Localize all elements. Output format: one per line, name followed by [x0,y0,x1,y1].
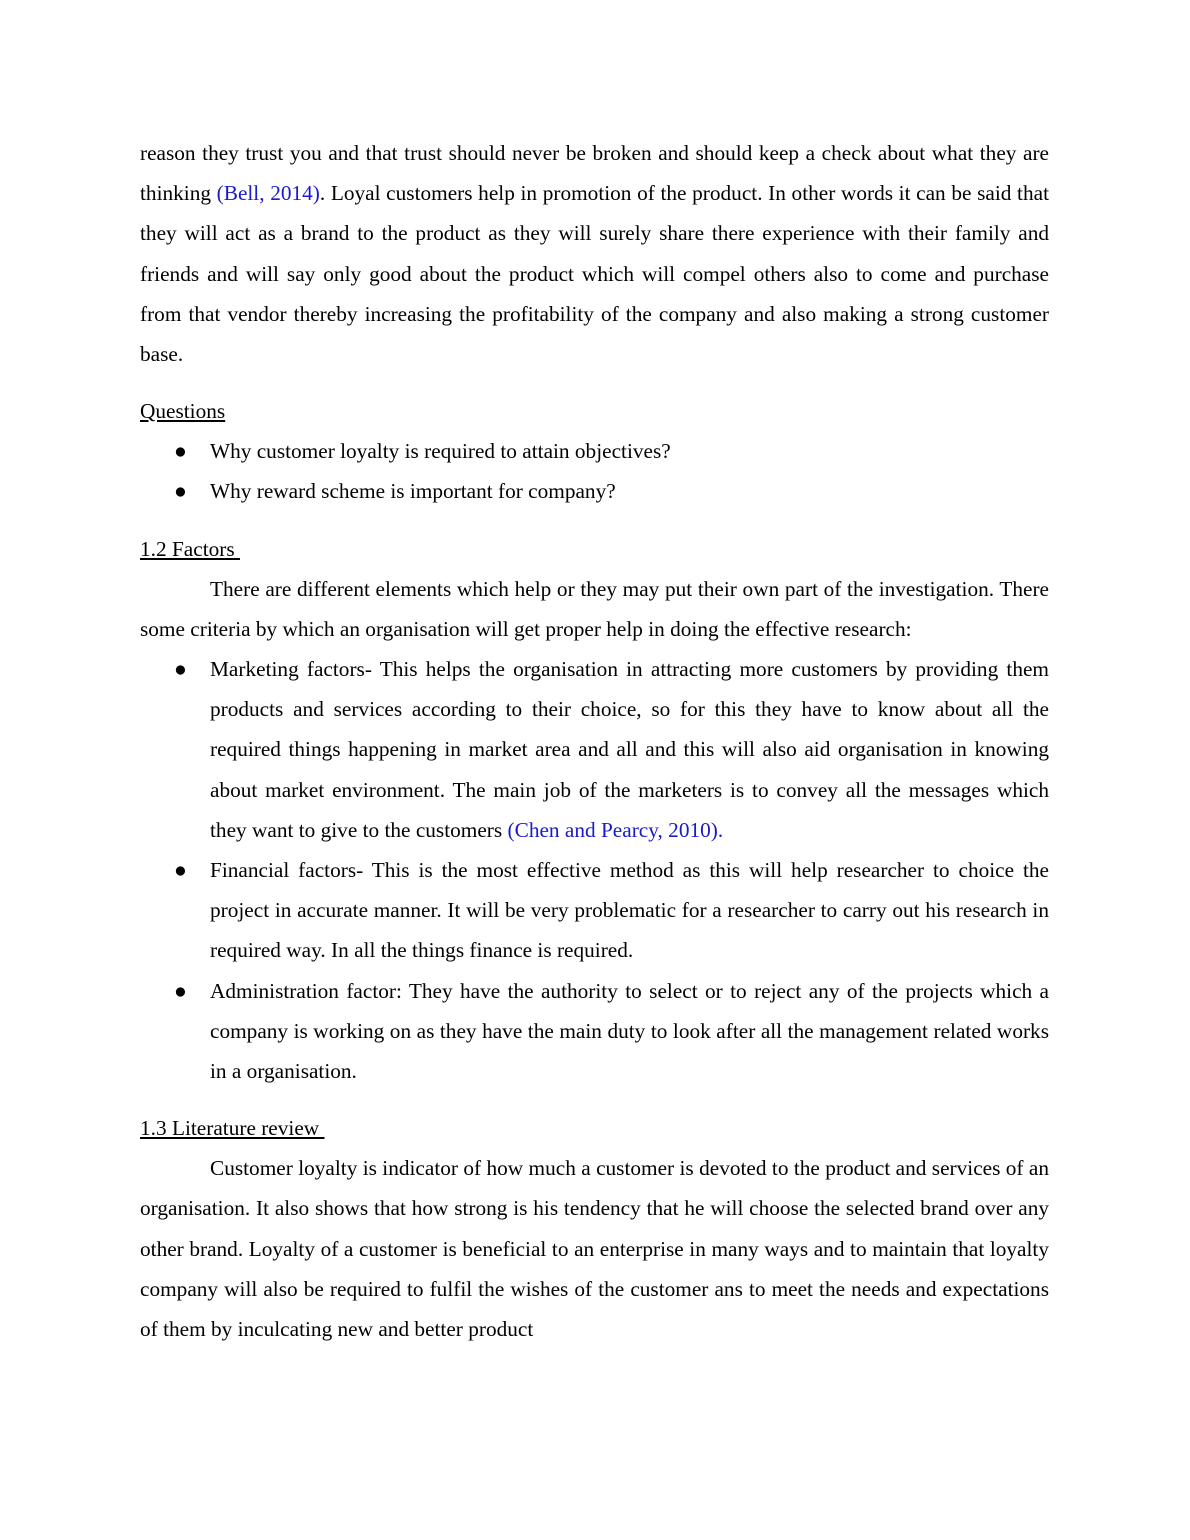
questions-list [140,431,1049,511]
literature-paragraph: Customer loyalty is indicator of how much a customer is devoted to the product and services of an organisation. It also shows that how strong is his tendency that he will choose the selected brand over any other brand. Loyalty of a customer is beneficial to an enterprise in many ways and to maintain that loyalty company will also be required to fulfil the wishes of the customer ans to meet the needs and expectations of them by inculcating new and better product [140,1156,1049,1342]
question-text: Why customer loyalty is required to attain objectives? [210,439,671,464]
factors-list [140,649,1049,1091]
bullet-icon: ● [174,479,187,504]
bullet-icon: ● [174,858,187,883]
factor-text: Administration factor: They have the authority to select or to reject any of the projects which a company is working on as they have the main duty to look after all the management related works in a organisation. [210,978,1049,1084]
question-item [174,431,1049,471]
intro-text-part1: reason they trust you and that trust should never be broken and should keep a check about what they are thinking [140,141,1049,206]
intro-paragraph [140,133,1049,374]
factor-item-administration [174,971,1049,1092]
intro-citation: (Bell, 2014) [216,181,320,206]
bullet-icon: ● [174,439,187,464]
factor-text: Marketing factors- This helps the organisation in attracting more customers by providing them products and services according to their choice, so for this they have to know about all the required things happening in market area and all and this will also aid organisation in knowing about market environment. The main job of the marketers is to convey all the messages which they want to give to the customers [210,657,1049,842]
factors-heading: 1.2 Factors [140,536,240,561]
questions-heading: Questions [140,399,226,424]
bullet-icon: ● [174,978,187,1003]
factors-intro-paragraph: There are different elements which help or they may put their own part of the investigation. There some criteria by which an organisation will get proper help in doing the effective research: [140,576,1049,641]
intro-text-part2: . Loyal customers help in promotion of the product. In other words it can be said that they will act as a brand to the product as they will surely share there experience with their family and friends and will say only good about the product which will compel others also to come and purchase from that vendor thereby increasing the profitability of the company and also making a strong customer base. [140,181,1049,367]
document-page [140,133,1049,1349]
question-text: Why reward scheme is important for company? [210,479,616,504]
question-item [174,471,1049,511]
factor-item-marketing [174,649,1049,850]
bullet-icon: ● [174,657,187,682]
literature-heading: 1.3 Literature review [140,1116,325,1141]
factor-item-financial [174,850,1049,971]
factor-text: Financial factors- This is the most effective method as this will help researcher to choice the project in accurate manner. It will be very problematic for a researcher to carry out his research in required way. In all the things finance is required. [210,858,1049,963]
factor-citation: (Chen and Pearcy, 2010). [507,817,724,842]
